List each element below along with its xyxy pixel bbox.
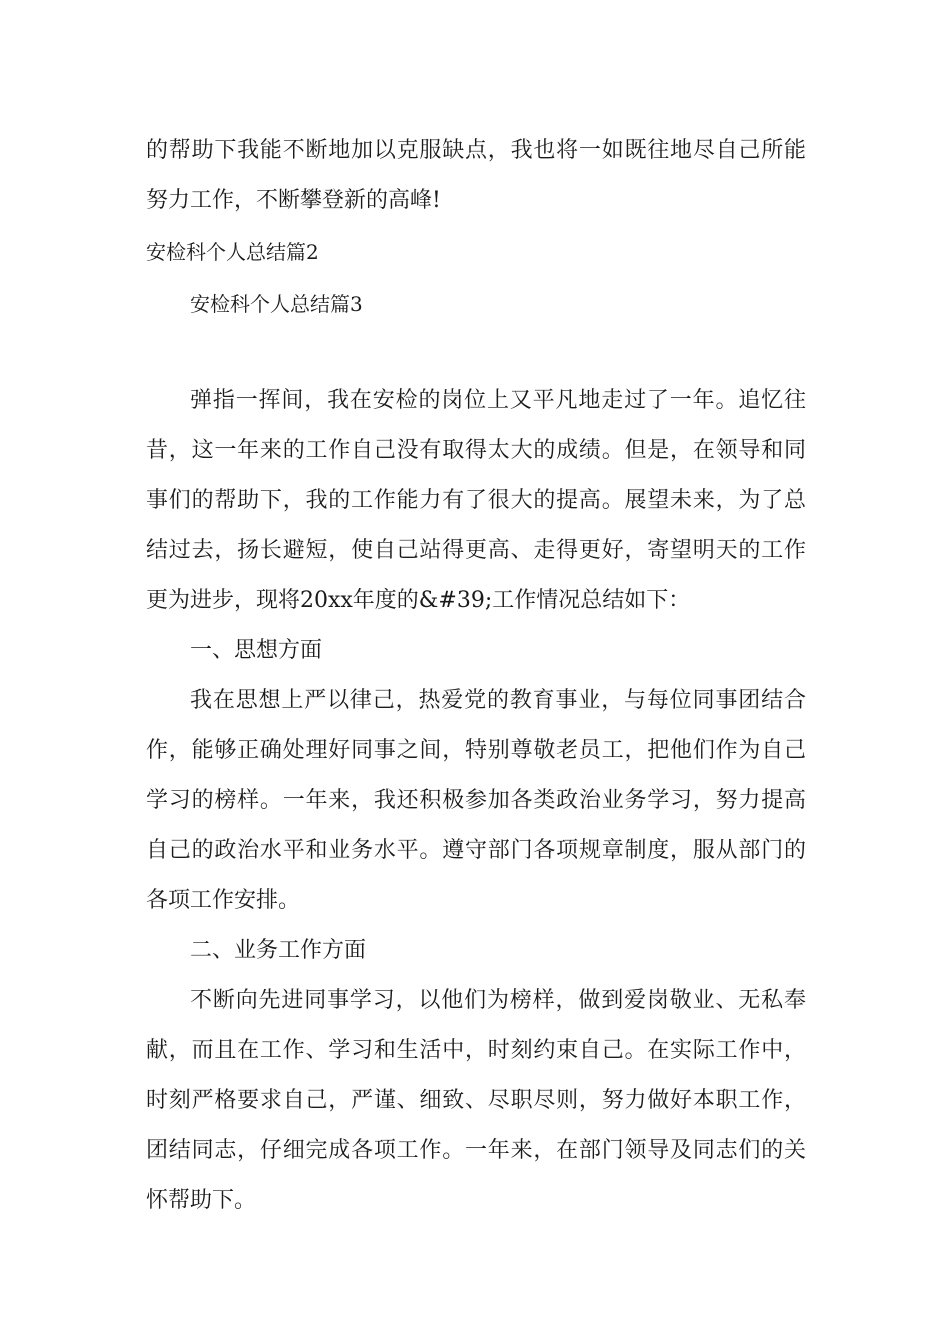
section-heading: 安检科个人总结篇3 xyxy=(190,292,363,316)
paragraph-line: 团结同志，仔细完成各项工作。一年来，在部门领导及同志们的关 xyxy=(146,1138,806,1163)
paragraph-line: 怀帮助下。 xyxy=(146,1188,257,1213)
paragraph-line: 更为进步，现将20xx年度的&#39;工作情况总结如下： xyxy=(146,588,691,613)
paragraph-line: 各项工作安排。 xyxy=(146,888,301,913)
paragraph-line: 献，而且在工作、学习和生活中，时刻约束自己。在实际工作中， xyxy=(146,1038,806,1063)
paragraph-line: 作，能够正确处理好同事之间，特别尊敬老员工，把他们作为自己 xyxy=(146,738,806,763)
paragraph-line: 事们的帮助下，我的工作能力有了很大的提高。展望未来，为了总 xyxy=(146,488,806,513)
paragraph-line: 自己的政治水平和业务水平。遵守部门各项规章制度，服从部门的 xyxy=(146,838,806,863)
paragraph-line: 时刻严格要求自己，严谨、细致、尽职尽则，努力做好本职工作， xyxy=(146,1088,806,1113)
paragraph-line: 昔，这一年来的工作自己没有取得太大的成绩。但是，在领导和同 xyxy=(146,438,806,463)
section-title: 一、思想方面 xyxy=(190,638,323,663)
section-title: 二、业务工作方面 xyxy=(190,938,367,963)
paragraph-line: 学习的榜样。一年来，我还积极参加各类政治业务学习，努力提高 xyxy=(146,788,806,813)
paragraph-line: 结过去，扬长避短，使自己站得更高、走得更好，寄望明天的工作 xyxy=(146,538,806,563)
paragraph-line: 弹指一挥间，我在安检的岗位上又平凡地走过了一年。追忆往 xyxy=(190,388,806,413)
paragraph-line: 不断向先进同事学习，以他们为榜样，做到爱岗敬业、无私奉 xyxy=(190,988,806,1013)
paragraph-line: 的帮助下我能不断地加以克服缺点，我也将一如既往地尽自己所能 xyxy=(146,138,806,163)
section-heading: 安检科个人总结篇2 xyxy=(146,240,319,264)
paragraph-line: 我在思想上严以律己，热爱党的教育事业，与每位同事团结合 xyxy=(190,688,806,713)
paragraph-line: 努力工作，不断攀登新的高峰! xyxy=(146,188,441,213)
